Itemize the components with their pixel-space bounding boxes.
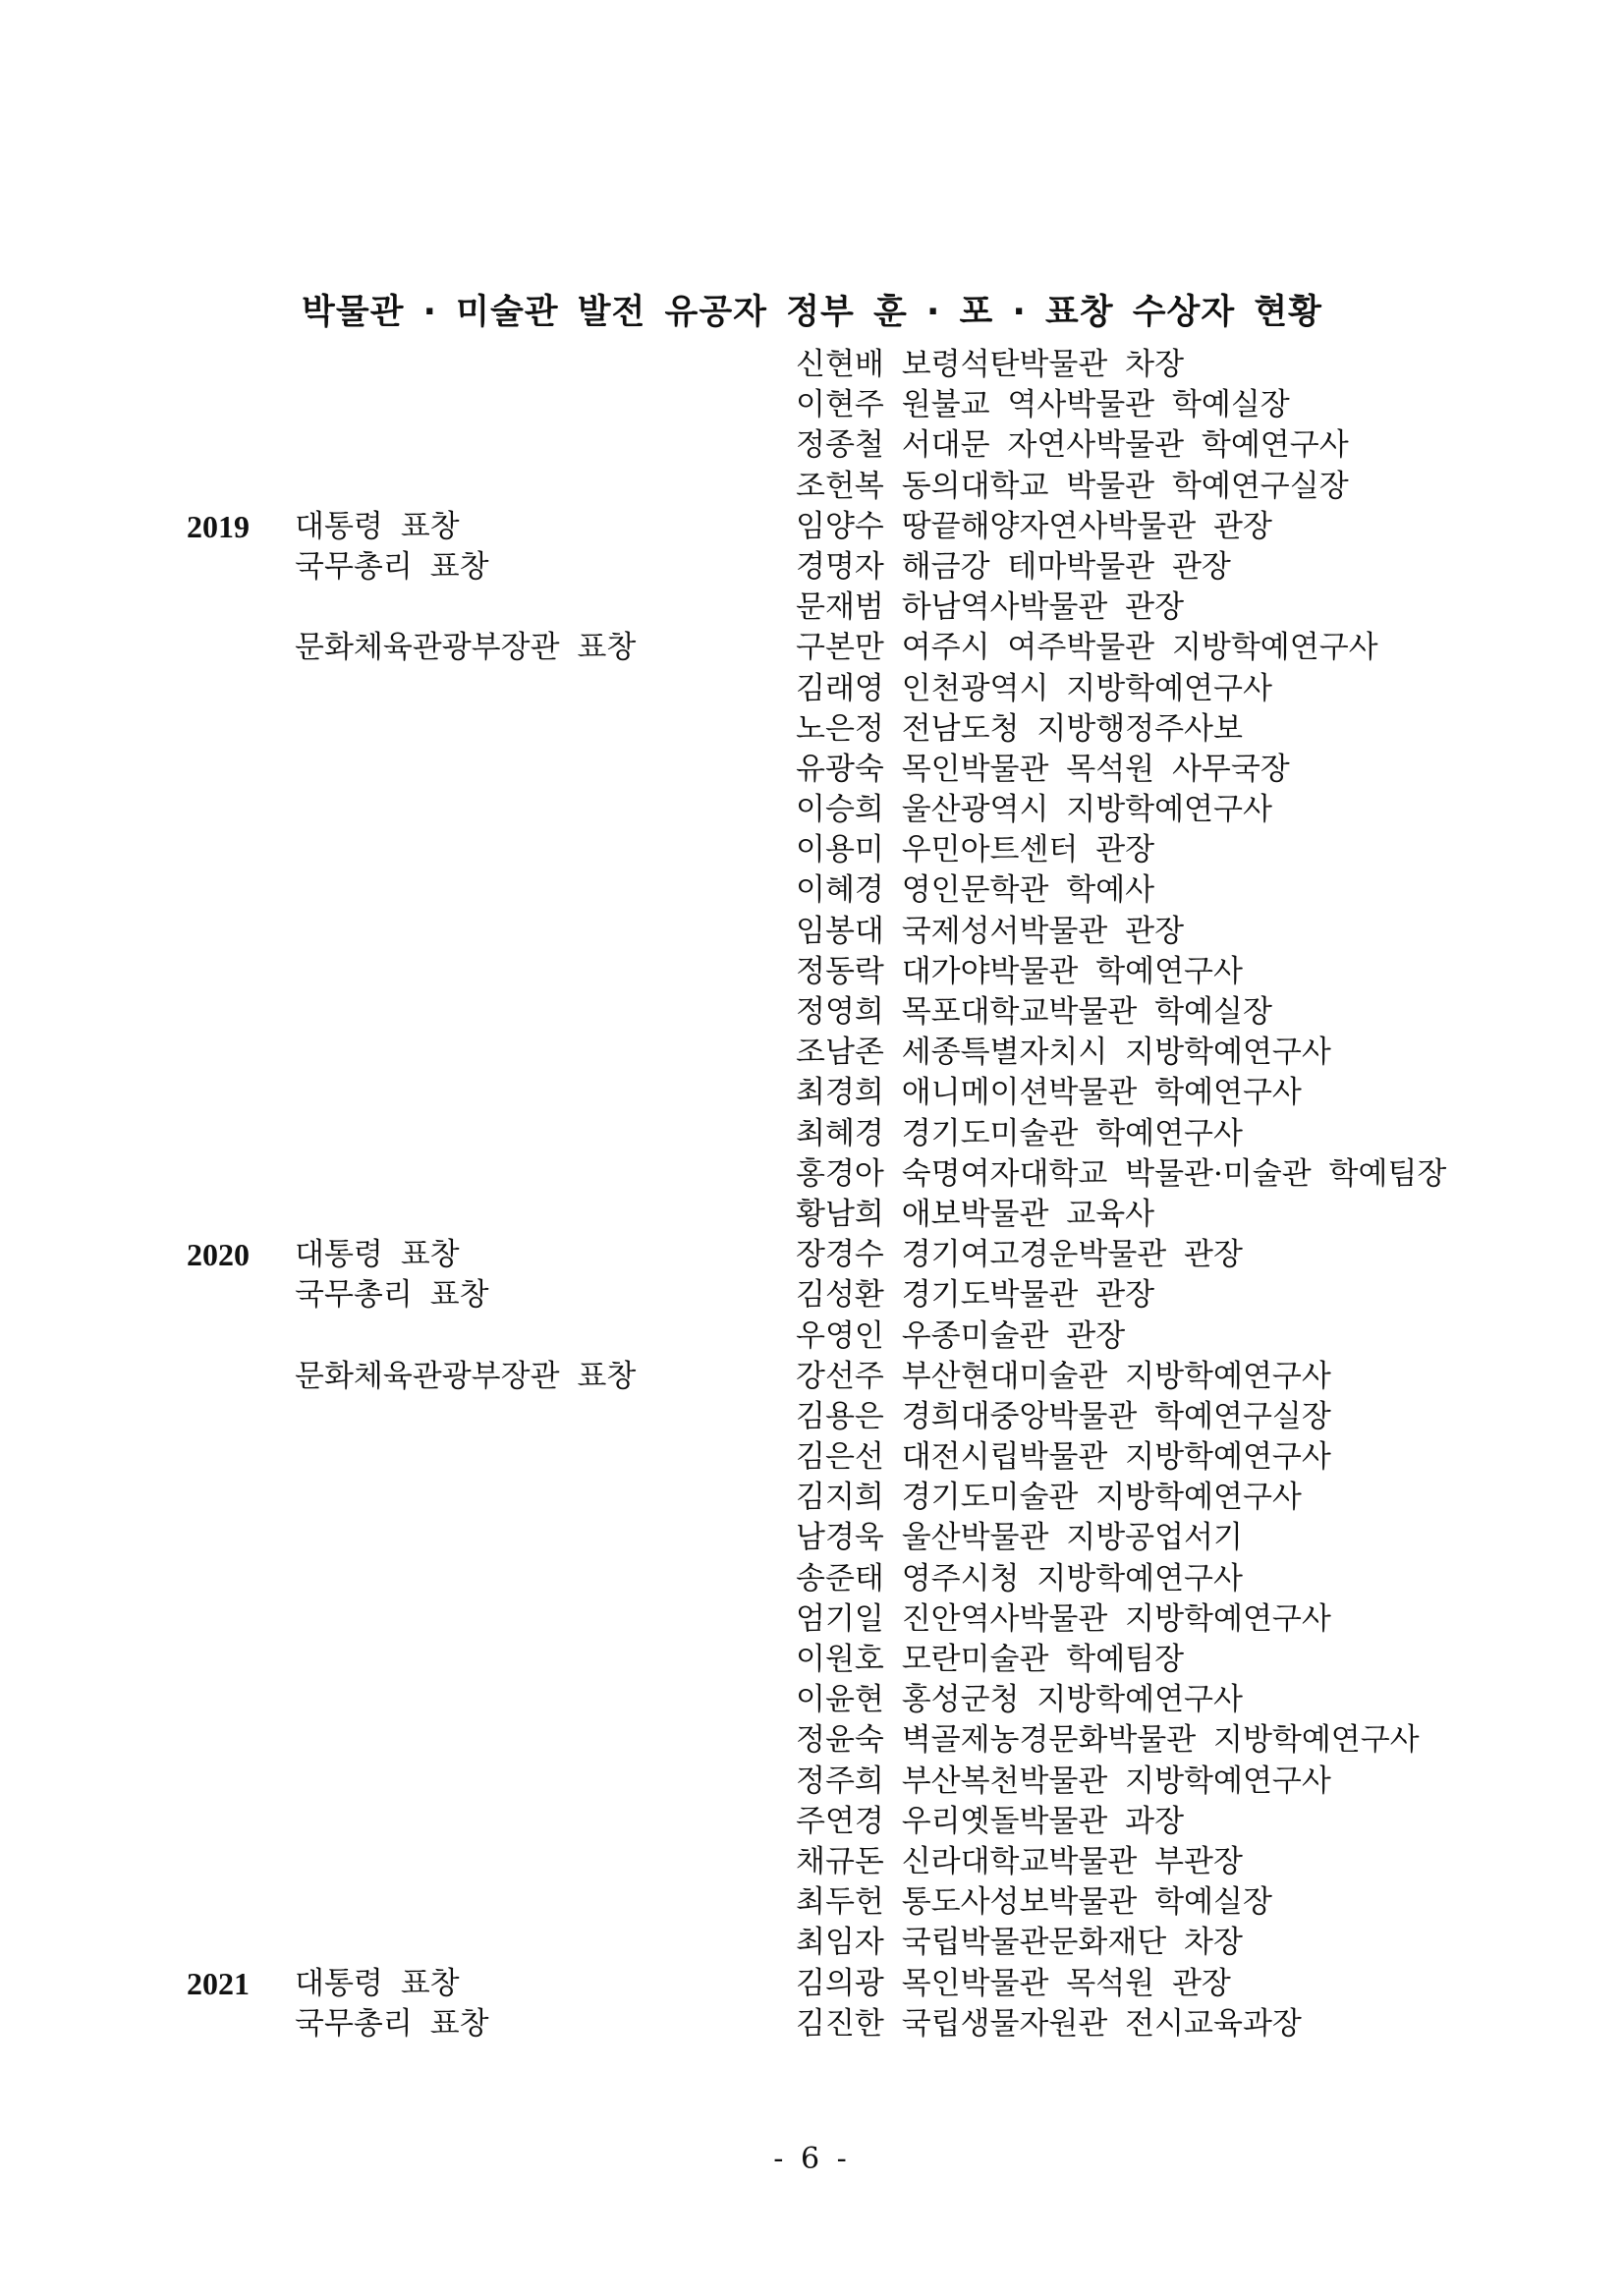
awardee-entry: 엄기일 진안역사박물관 지방학예연구사	[796, 1600, 1331, 1637]
awardee-entry: 채규돈 신라대학교박물관 부관장	[796, 1843, 1243, 1879]
list-item	[0, 1235, 1624, 1275]
list-item	[0, 952, 1624, 992]
list-item	[0, 1114, 1624, 1154]
page-number: - 6 -	[773, 2142, 851, 2176]
list-item	[0, 1316, 1624, 1357]
awardee-entry: 정윤숙 벽골제농경문화박물관 지방학예연구사	[796, 1722, 1420, 1759]
award-type: 국무총리 표창	[295, 2005, 489, 2042]
year-label: 2019	[187, 508, 250, 544]
list-item	[0, 1154, 1624, 1195]
list-item	[0, 1397, 1624, 1437]
award-type: 국무총리 표창	[295, 1277, 489, 1314]
awardee-entry: 김성환 경기도박물관 관장	[796, 1277, 1155, 1314]
awardee-entry: 노은정 전남도청 지방행정주사보	[796, 710, 1243, 747]
list-item	[0, 588, 1624, 628]
awardee-entry: 최임자 국립박물관문화재단 차장	[796, 1925, 1243, 1961]
awardee-entry: 송준태 영주시청 지방학예연구사	[796, 1560, 1243, 1596]
year-label: 2020	[187, 1237, 250, 1273]
list-item	[0, 467, 1624, 507]
list-item	[0, 1478, 1624, 1518]
awardee-entry: 정종철 서대문 자연사박물관 학예연구사	[796, 427, 1349, 464]
award-type: 문화체육관광부장관 표창	[295, 1358, 637, 1394]
awardee-entry: 황남희 애보박물관 교육사	[796, 1196, 1155, 1232]
award-type: 대통령 표창	[295, 1965, 460, 2001]
list-item	[0, 870, 1624, 911]
awardee-list	[0, 345, 1624, 2044]
award-type: 문화체육관광부장관 표창	[295, 630, 637, 666]
list-item	[0, 1073, 1624, 1113]
list-item	[0, 1357, 1624, 1397]
list-item	[0, 1518, 1624, 1558]
list-item	[0, 1599, 1624, 1640]
list-item	[0, 425, 1624, 466]
list-item	[0, 345, 1624, 385]
list-item	[0, 1275, 1624, 1316]
awardee-entry: 김용은 경희대중앙박물관 학예연구실장	[796, 1398, 1331, 1434]
awardee-entry: 이용미 우민아트센터 관장	[796, 832, 1155, 868]
year-label: 2021	[187, 1965, 250, 2001]
awardee-entry: 정영희 목포대학교박물관 학예실장	[796, 994, 1272, 1030]
list-item	[0, 830, 1624, 870]
awardee-entry: 정동락 대가야박물관 학예연구사	[796, 953, 1243, 989]
list-item	[0, 1964, 1624, 2004]
awardee-entry: 이승희 울산광역시 지방학예연구사	[796, 792, 1272, 828]
list-item	[0, 912, 1624, 952]
awardee-entry: 김은선 대전시립박물관 지방학예연구사	[796, 1439, 1331, 1476]
awardee-entry: 구본만 여주시 여주박물관 지방학예연구사	[796, 630, 1378, 666]
award-type: 대통령 표창	[295, 1237, 460, 1273]
list-item	[0, 547, 1624, 588]
list-item	[0, 669, 1624, 709]
list-item	[0, 1640, 1624, 1680]
list-item	[0, 1437, 1624, 1478]
awardee-entry: 최경희 애니메이션박물관 학예연구사	[796, 1075, 1302, 1111]
award-type: 국무총리 표창	[295, 548, 489, 585]
awardee-entry: 강선주 부산현대미술관 지방학예연구사	[796, 1358, 1331, 1394]
awardee-entry: 남경욱 울산박물관 지방공업서기	[796, 1520, 1243, 1556]
awardee-entry: 김지희 경기도미술관 지방학예연구사	[796, 1480, 1302, 1516]
awardee-entry: 장경수 경기여고경운박물관 관장	[796, 1237, 1243, 1273]
awardee-entry: 이현주 원불교 역사박물관 학예실장	[796, 387, 1290, 423]
list-item	[0, 992, 1624, 1033]
awardee-entry: 임양수 땅끝해양자연사박물관 관장	[796, 508, 1272, 544]
list-item	[0, 1680, 1624, 1720]
list-item	[0, 1882, 1624, 1923]
list-item	[0, 1720, 1624, 1761]
awardee-entry: 최두헌 통도사성보박물관 학예실장	[796, 1884, 1272, 1921]
awardee-entry: 홍경아 숙명여자대학교 박물관·미술관 학예팀장	[796, 1155, 1447, 1192]
list-item	[0, 1195, 1624, 1235]
list-item	[0, 1842, 1624, 1882]
list-item	[0, 628, 1624, 668]
document-title: 박물관 · 미술관 발전 유공자 정부 훈 · 포 · 표창 수상자 현황	[302, 293, 1322, 332]
list-item	[0, 790, 1624, 830]
award-type: 대통령 표창	[295, 508, 460, 544]
awardee-entry: 임봉대 국제성서박물관 관장	[796, 913, 1185, 949]
awardee-entry: 김진한 국립생물자원관 전시교육과장	[796, 2005, 1302, 2042]
awardee-entry: 김의광 목인박물관 목석원 관장	[796, 1965, 1231, 2001]
list-item	[0, 1559, 1624, 1599]
list-item	[0, 507, 1624, 547]
list-item	[0, 1762, 1624, 1802]
list-item	[0, 1033, 1624, 1073]
awardee-entry: 이혜경 영인문학관 학예사	[796, 872, 1155, 909]
awardee-entry: 김래영 인천광역시 지방학예연구사	[796, 670, 1272, 706]
list-item	[0, 2004, 1624, 2044]
awardee-entry: 이윤현 홍성군청 지방학예연구사	[796, 1682, 1243, 1718]
awardee-entry: 정주희 부산복천박물관 지방학예연구사	[796, 1763, 1331, 1799]
awardee-entry: 조남존 세종특별자치시 지방학예연구사	[796, 1035, 1331, 1071]
awardee-entry: 유광숙 목인박물관 목석원 사무국장	[796, 751, 1290, 787]
list-item	[0, 385, 1624, 425]
awardee-entry: 이원호 모란미술관 학예팀장	[796, 1642, 1185, 1677]
awardee-entry: 신현배 보령석탄박물관 차장	[796, 347, 1185, 382]
awardee-entry: 문재범 하남역사박물관 관장	[796, 589, 1185, 626]
list-item	[0, 1802, 1624, 1842]
awardee-entry: 조헌복 동의대학교 박물관 학예연구실장	[796, 468, 1349, 504]
list-item	[0, 750, 1624, 790]
awardee-entry: 경명자 해금강 테마박물관 관장	[796, 548, 1231, 585]
list-item	[0, 1923, 1624, 1963]
awardee-entry: 우영인 우종미술관 관장	[796, 1317, 1126, 1354]
awardee-entry: 주연경 우리옛돌박물관 과장	[796, 1803, 1185, 1839]
list-item	[0, 709, 1624, 750]
awardee-entry: 최혜경 경기도미술관 학예연구사	[796, 1115, 1243, 1151]
